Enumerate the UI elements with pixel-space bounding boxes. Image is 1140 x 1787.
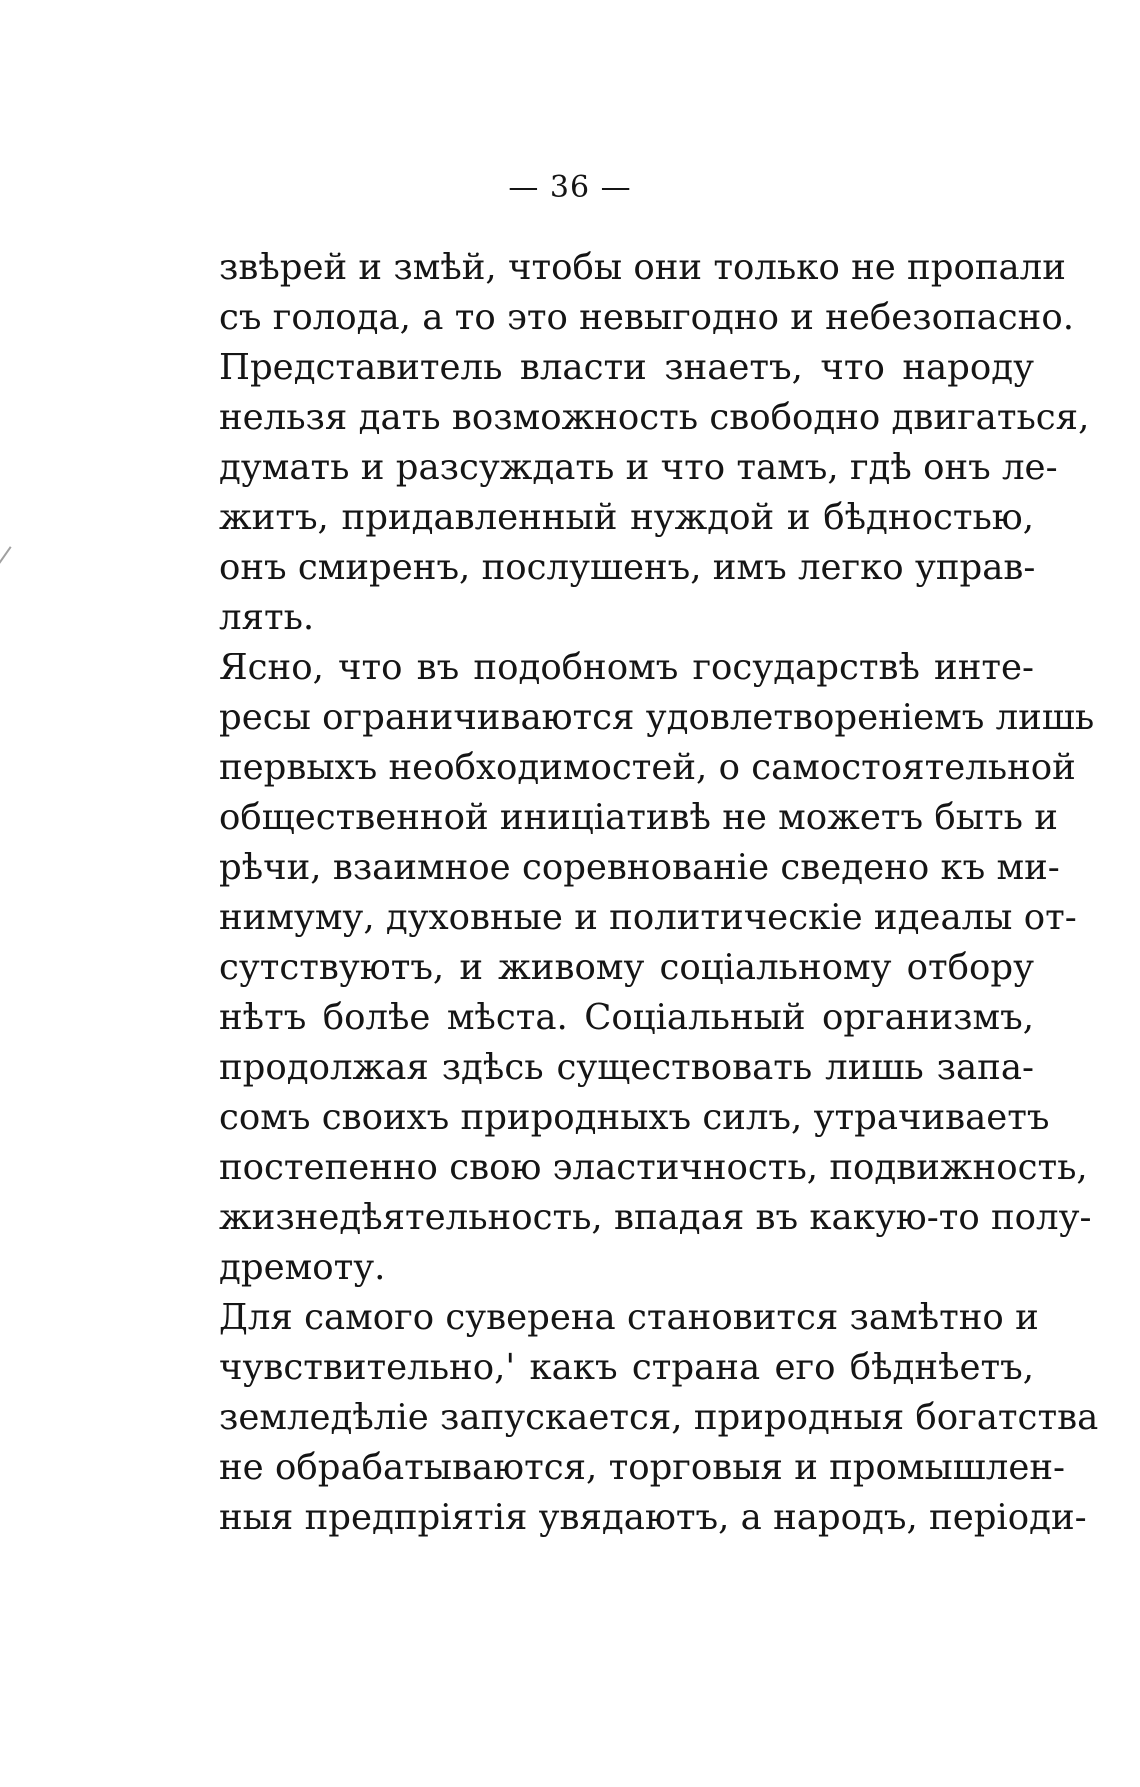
text-line: постепенно свою эластичность, подвижность, <box>219 1147 1088 1188</box>
text-line: чувствительно,' какъ страна его бѣднѣетъ, <box>219 1347 1034 1388</box>
paragraph-2 <box>219 643 1095 1293</box>
text-line: Для самого суверена становится замѣтно и <box>219 1297 1039 1338</box>
text-line: ныя предпріятія увядаютъ, а народъ, періоди- <box>219 1497 1087 1538</box>
text-line: жизнедѣятельность, впадая въ какую-то полу- <box>219 1197 1092 1238</box>
page-number: — 36 — <box>508 170 632 205</box>
paragraph-3 <box>219 1293 1099 1543</box>
text-line: общественной иниціативѣ не можетъ быть и <box>219 797 1058 838</box>
text-line: рѣчи, взаимное соревнованіе сведено къ ми- <box>219 847 1060 888</box>
text-line: Представитель власти знаетъ, что народу <box>219 347 1034 388</box>
text-line: первыхъ необходимостей, о самостоятельной <box>219 747 1076 788</box>
text-line: не обрабатываются, торговыя и промышлен- <box>219 1447 1065 1488</box>
body-text <box>219 243 1099 1543</box>
paragraph-1 <box>219 243 1090 643</box>
text-line: нимуму, духовные и политическіе идеалы от- <box>219 897 1077 938</box>
text-line: ресы ограничиваются удовлетвореніемъ лишь <box>219 697 1095 738</box>
text-line: Ясно, что въ подобномъ государствѣ инте- <box>219 647 1034 688</box>
text-line: онъ смиренъ, послушенъ, имъ легко управ- <box>219 547 1036 588</box>
text-line: лять. <box>219 597 315 638</box>
text-line: продолжая здѣсь существовать лишь запа- <box>219 1047 1034 1088</box>
text-line: житъ, придавленный нуждой и бѣдностью, <box>219 497 1034 538</box>
text-line: дремоту. <box>219 1247 386 1288</box>
text-line: сутствуютъ, и живому соціальному отбору <box>219 947 1034 988</box>
text-line: звѣрей и змѣй, чтобы они только не пропали <box>219 247 1066 288</box>
text-line: нельзя дать возможность свободно двигаться, <box>219 397 1090 438</box>
text-line: думать и разсуждать и что тамъ, гдѣ онъ ле- <box>219 447 1058 488</box>
text-line: сомъ своихъ природныхъ силъ, утрачиваетъ <box>219 1097 1050 1138</box>
text-line: нѣтъ болѣе мѣста. Соціальный организмъ, <box>219 997 1034 1038</box>
text-line: земледѣліе запускается, природныя богатства <box>219 1397 1099 1438</box>
stray-pencil-mark <box>0 546 12 564</box>
text-line: съ голода, а то это невыгодно и небезопасно. <box>219 297 1074 338</box>
